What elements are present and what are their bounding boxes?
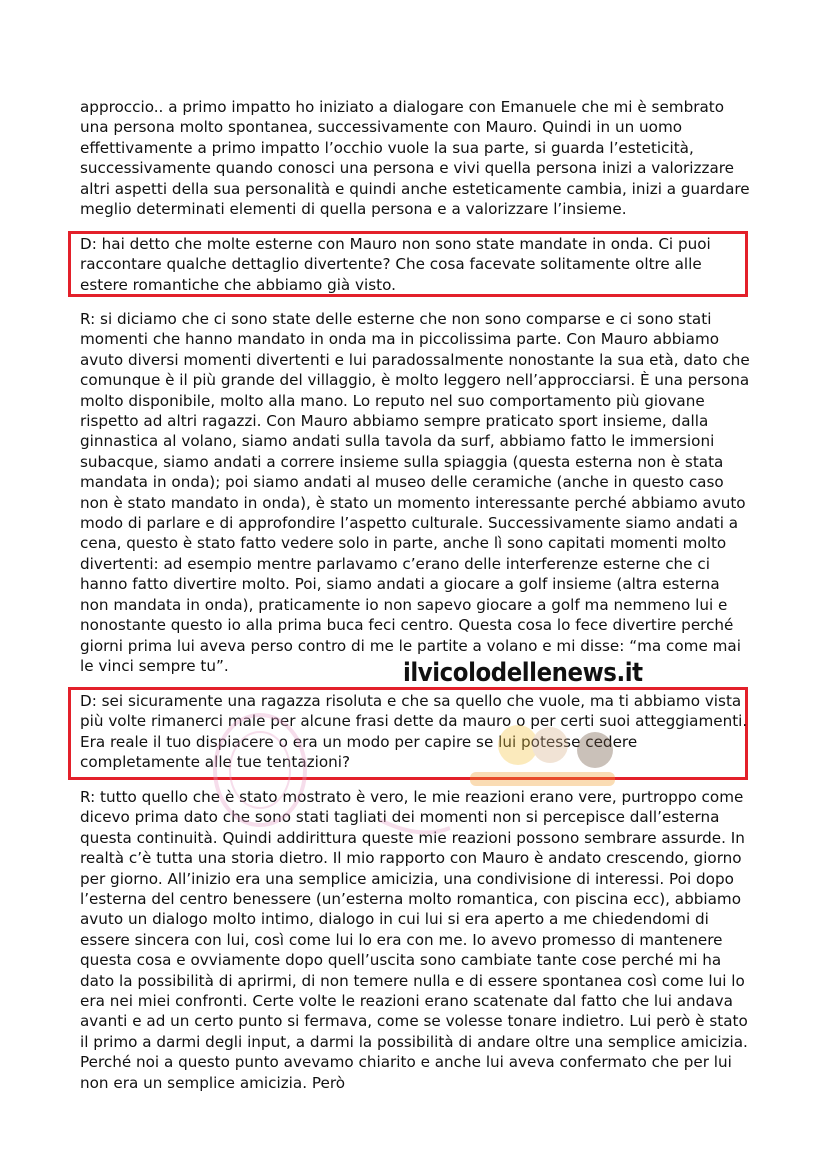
question-1: D: hai detto che molte esterne con Mauro non sono state mandate in onda. Ci puoi raccontare qualche dettaglio divertente? Che cosa facevate solitamente oltre alle estere romantiche che abbiamo già visto. (80, 235, 711, 294)
paragraph-intro: approccio.. a primo impatto ho iniziato a dialogare con Emanuele che mi è sembrato una persona molto spontanea, successivamente con Mauro. Quindi in un uomo effettivamente a primo impatto l’occhio vuole la sua parte, si guarda l’esteticità, successivamente quando conosci una persona e vivi quella persona inizi a valorizzare altri aspetti della sua personalità e quindi anche esteticamente cambia, inizi a guardare meglio determinati elementi di quella persona e a valorizzare l’insieme. (80, 98, 750, 219)
answer-2: R: tutto quello che è stato mostrato è vero, le mie reazioni erano vere, purtroppo come dicevo prima dato che sono stati tagliati dei momenti non si percepisce dall’esterna questa continuità. Quindi addirittura queste mie reazioni possono sembrare assurde. In realtà c’è tutta una storia dietro. Il mio rapporto con Mauro è andato crescendo, giorno per giorno. All’inizio era una semplice amicizia, una condivisione di interessi. Poi dopo l’esterna del centro benessere (un’esterna molto romantica, con piscina ecc), abbiamo avuto un dialogo molto intimo, dialogo in cui lui si era aperto a me chiedendomi di essere sincera con lui, così come lui lo era con me. Io avevo promesso di mantenere questa cosa e ovviamente dopo quell’uscita sono cambiate tante cose perché mi ha dato la possibilità di aprirmi, di non temere nulla e di essere spontanea così come lui lo era nei miei confronti. Certe volte le reazioni erano scatenate dal fatto che lui andava avanti e ad un certo punto si fermava, come se volesse tonare indietro. Lui però è stato il primo a darmi degli input, a darmi la possibilità di andare oltre una semplice amicizia. Perché noi a questo punto avevamo chiarito e anche lui aveva confermato che per lui non era un semplice amicizia. Però (80, 788, 748, 1092)
question-2: D: sei sicuramente una ragazza risoluta e che sa quello che vuole, ma ti abbiamo vista più volte rimanerci male per alcune frasi dette da mauro o per certi suoi atteggiamenti. Era reale il tuo dispiacere o era un modo per capire se lui potesse cedere completamente alle tue tentazioni? (80, 692, 748, 772)
watermark-site-name: ilvicolodellenews.it (403, 658, 643, 688)
answer-1: R: si diciamo che ci sono state delle esterne che non sono comparse e ci sono stati momenti che hanno mandato in onda ma in piccolissima parte. Con Mauro abbiamo avuto diversi momenti divertenti e lui paradossalmente nonostante la sua età, dato che comunque è il più grande del villaggio, è molto leggero nell’approcciarsi. È una persona molto disponibile, molto alla mano. Lo reputo nel suo comportamento più giovane rispetto ad altri ragazzi. Con Mauro abbiamo sempre praticato sport insieme, dalla ginnastica al volano, siamo andati sulla tavola da surf, abbiamo fatto le immersioni subacque, siamo andati a correre insieme sulla spiaggia (questa esterna non è stata mandata in onda); poi siamo andati al museo delle ceramiche (anche in questo caso non è stato mandato in onda), è stato un momento interessante perché abbiamo avuto modo di parlare e di approfondire l’aspetto culturale. Successivamente siamo andati a cena, questo è stato fatto vedere solo in parte, anche lì sono capitati momenti molto divertenti: ad esempio mentre parlavamo c’erano delle interferenze esterne che ci hanno fatto divertire molto. Poi, siamo andati a giocare a golf insieme (altra esterna non mandata in onda), praticamente io non sapevo giocare a golf ma nemmeno lui e nonostante questo io alla prima buca feci centro. Questa cosa lo fece divertire perché giorni prima lui aveva perso contro di me le partite a volano e mi disse: “ma come mai le vinci sempre tu”. (80, 310, 750, 675)
